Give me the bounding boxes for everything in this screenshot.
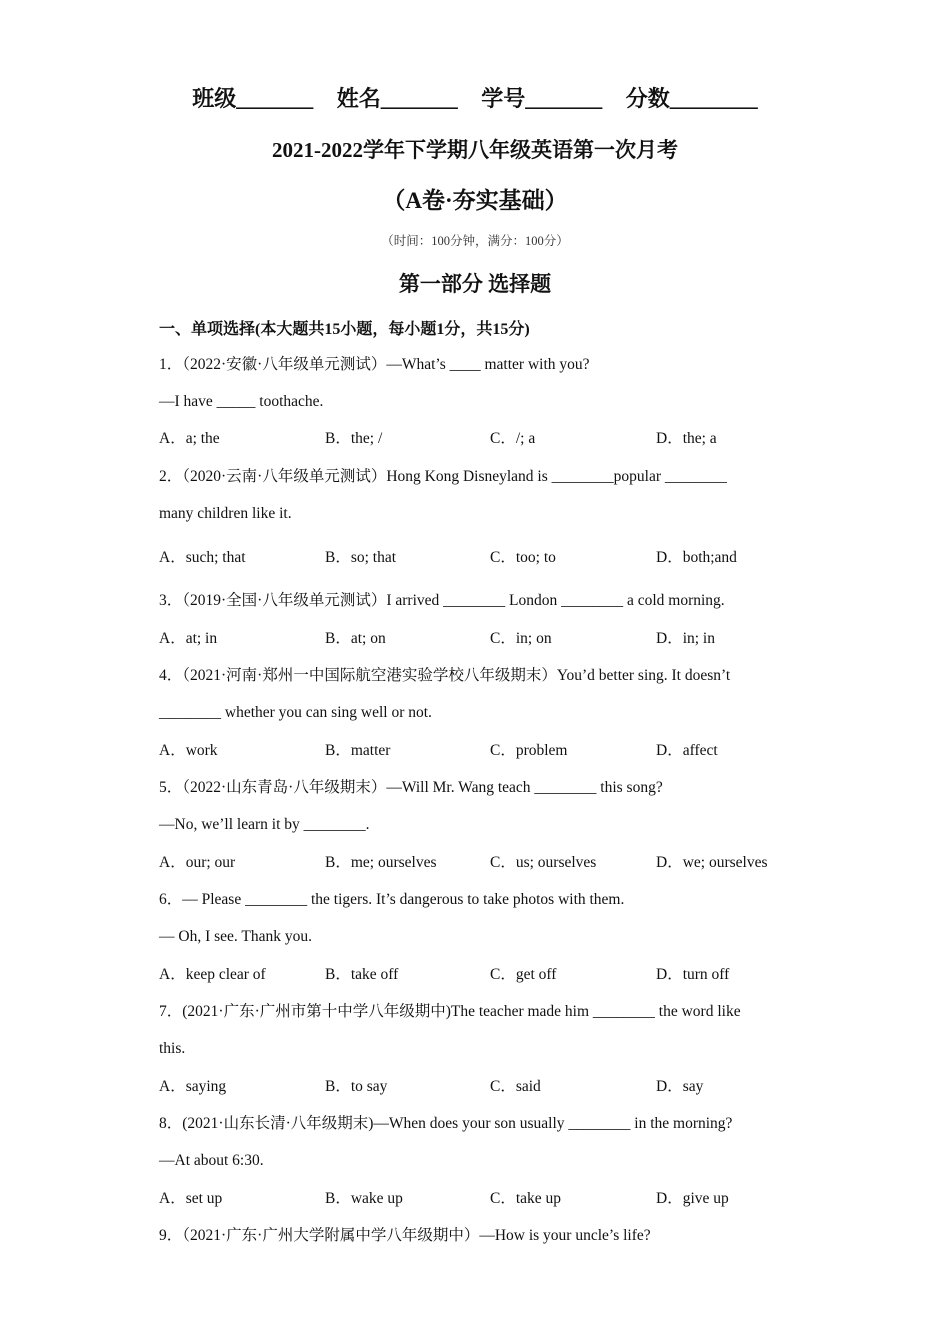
- section-heading: 一、单项选择(本大题共15小题，每小题1分，共15分): [159, 321, 530, 338]
- question-3-options: [159, 629, 819, 649]
- score-field: 分数________: [625, 86, 758, 111]
- exam-title: 2021-2022学年下学期八年级英语第一次月考: [272, 138, 678, 162]
- question-6-option-a: A．keep clear of: [159, 966, 266, 983]
- question-8-line-1: 8．(2021·山东长清·八年级期末)—When does your son usually ________ in the morning?: [159, 1115, 733, 1132]
- name-field: 姓名_______: [336, 86, 458, 111]
- question-3-line-1: 3．（2019·全国·八年级单元测试）I arrived ________ London ________ a cold morning.: [159, 592, 725, 609]
- question-1-line-2: —I have _____ toothache.: [159, 393, 324, 410]
- question-7-line-1: 7．(2021·广东·广州市第十中学八年级期中)The teacher made him ________ the word like: [159, 1003, 741, 1020]
- question-3-option-d: D．in; in: [656, 630, 715, 647]
- question-2-option-a: A．such; that: [159, 549, 246, 566]
- question-6-line-1: 6．— Please ________ the tigers. It’s dangerous to take photos with them.: [159, 891, 625, 908]
- question-6-option-b: B．take off: [325, 966, 399, 983]
- question-6-option-d: D．turn off: [656, 966, 730, 983]
- question-2-option-c: C．too; to: [490, 549, 556, 566]
- question-5-option-a: A．our; our: [159, 854, 236, 871]
- question-4-option-b: B．matter: [325, 742, 391, 759]
- question-7-option-b: B．to say: [325, 1078, 388, 1095]
- question-7-option-d: D．say: [656, 1078, 704, 1095]
- question-8-line-2: —At about 6:30.: [159, 1152, 264, 1169]
- question-1-option-c: C．/; a: [490, 430, 536, 447]
- question-4-line-1: 4．（2021·河南·郑州一中国际航空港实验学校八年级期末）You’d better sing. It doesn’t: [159, 667, 731, 684]
- question-5-line-1: 5．（2022·山东青岛·八年级期末）—Will Mr. Wang teach ________ this song?: [159, 779, 663, 796]
- question-1-option-d: D．the; a: [656, 430, 717, 447]
- exam-subtitle: （A卷·夯实基础）: [382, 188, 568, 213]
- question-6-options: [159, 965, 819, 985]
- question-5-option-d: D．we; ourselves: [656, 854, 768, 871]
- question-4-option-a: A．work: [159, 742, 218, 759]
- question-1-options: [159, 429, 819, 449]
- question-2-options: [159, 548, 819, 568]
- question-2-option-d: D．both;and: [656, 549, 737, 566]
- question-4-option-d: D．affect: [656, 742, 718, 759]
- question-7-options: [159, 1077, 819, 1097]
- question-5-line-2: —No, we’ll learn it by ________.: [159, 816, 370, 833]
- question-3-option-a: A．at; in: [159, 630, 218, 647]
- question-2-option-b: B．so; that: [325, 549, 397, 566]
- question-8-option-b: B．wake up: [325, 1190, 403, 1207]
- question-1-option-b: B．the; /: [325, 430, 383, 447]
- question-8-option-a: A．set up: [159, 1190, 223, 1207]
- student-id-field: 学号_______: [481, 86, 603, 111]
- question-3-option-b: B．at; on: [325, 630, 386, 647]
- class-field: 班级_______: [192, 86, 314, 111]
- question-8-options: [159, 1189, 819, 1209]
- question-9-line-1: 9．（2021·广东·广州大学附属中学八年级期中）—How is your uncle’s life?: [159, 1227, 651, 1244]
- part-heading: 第一部分 选择题: [398, 272, 552, 296]
- question-5-options: [159, 853, 819, 873]
- question-5-option-c: C．us; ourselves: [490, 854, 597, 871]
- question-6-line-2: — Oh, I see. Thank you.: [159, 928, 312, 945]
- question-5-option-b: B．me; ourselves: [325, 854, 437, 871]
- question-4-options: [159, 741, 819, 761]
- question-8-option-c: C．take up: [490, 1190, 562, 1207]
- question-7-option-a: A．saying: [159, 1078, 227, 1095]
- question-8-option-d: D．give up: [656, 1190, 729, 1207]
- question-4-line-2: ________ whether you can sing well or not.: [159, 704, 432, 721]
- question-4-option-c: C．problem: [490, 742, 568, 759]
- question-7-line-2: this.: [159, 1040, 186, 1057]
- question-1-option-a: A．a; the: [159, 430, 220, 447]
- question-2-line-2: many children like it.: [159, 505, 292, 522]
- question-2-line-1: 2．（2020·云南·八年级单元测试）Hong Kong Disneyland is ________popular ________: [159, 468, 727, 485]
- question-6-option-c: C．get off: [490, 966, 557, 983]
- question-3-option-c: C．in; on: [490, 630, 552, 647]
- question-1-line-1: 1．（2022·安徽·八年级单元测试）—What’s ____ matter with you?: [159, 356, 590, 373]
- exam-time-note: （时间：100分钟，满分：100分）: [381, 234, 569, 248]
- question-7-option-c: C．said: [490, 1078, 541, 1095]
- student-info-row: [0, 82, 950, 113]
